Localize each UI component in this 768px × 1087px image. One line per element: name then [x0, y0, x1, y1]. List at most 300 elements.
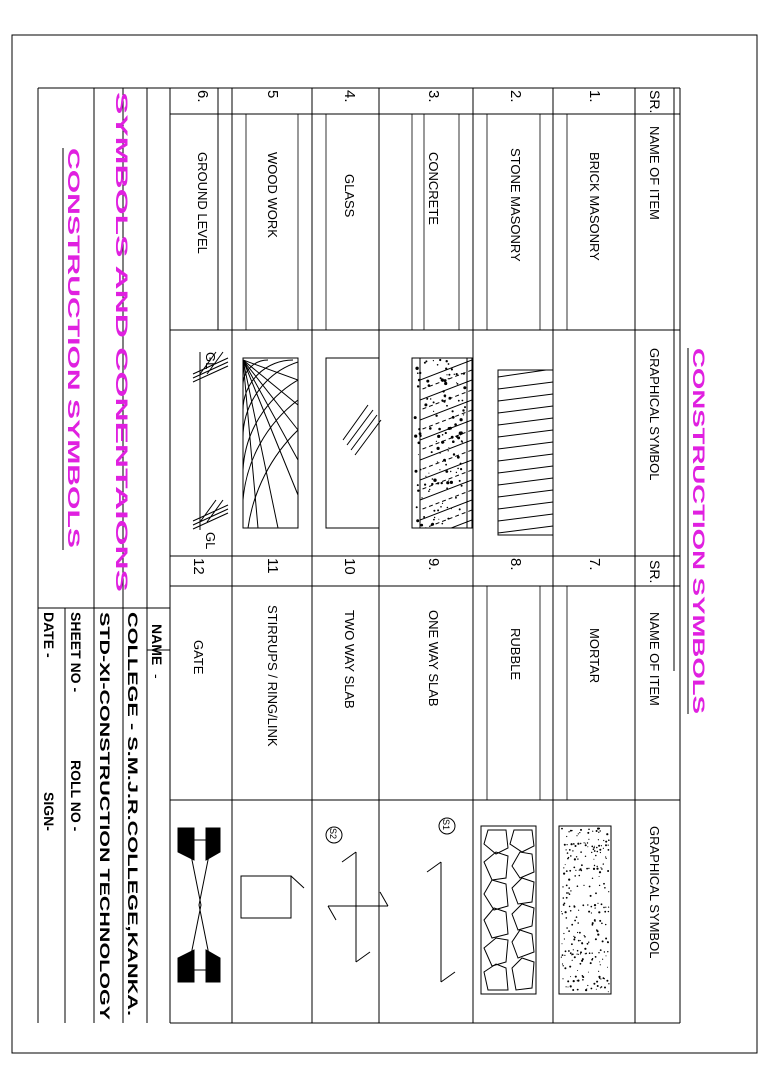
stipple-dot [566, 849, 567, 850]
stipple-dot [588, 829, 590, 831]
stipple-dot [605, 856, 606, 857]
stipple-dot [460, 468, 462, 470]
row-sr: 6. [194, 90, 211, 103]
stipple-dot [463, 386, 466, 389]
stipple-dot [433, 401, 435, 403]
stipple-dot [590, 895, 592, 897]
stipple-dot [424, 403, 427, 406]
stipple-dot [571, 943, 573, 945]
stipple-dot [424, 484, 426, 486]
stipple-dot [448, 480, 449, 481]
stipple-dot [417, 385, 419, 387]
stipple-dot [450, 481, 453, 484]
stipple-dot [577, 858, 578, 859]
stipple-dot [596, 830, 598, 832]
stipple-dot [582, 979, 584, 981]
row-name: STONE MASONRY [508, 148, 523, 262]
stipple-dot [571, 924, 573, 926]
stipple-dot [577, 922, 579, 924]
roll-no: ROLL NO - [68, 760, 84, 832]
row-sr: 7. [586, 558, 603, 571]
stipple-dot [594, 908, 595, 909]
stipple-dot [578, 954, 579, 955]
header-sr-right: SR. [647, 560, 663, 584]
gate-symbol [178, 828, 220, 982]
stipple-dot [584, 936, 586, 938]
stipple-dot [456, 436, 458, 438]
stipple-dot [562, 954, 564, 956]
stipple-dot [415, 367, 418, 370]
stipple-dot [570, 855, 572, 857]
stipple-dot [590, 962, 592, 964]
stipple-dot [604, 887, 606, 889]
stipple-dot [445, 470, 448, 473]
stipple-dot [569, 906, 571, 908]
row-name: WOOD WORK [265, 152, 280, 238]
stipple-dot [417, 372, 419, 374]
stipple-dot [576, 856, 577, 857]
stipple-dot [423, 516, 425, 518]
header-graphical-symbol: GRAPHICAL SYMBOL [647, 348, 662, 481]
stipple-dot [596, 989, 597, 990]
stipple-dot [595, 938, 597, 940]
stipple-dot [570, 985, 572, 987]
row-sr: 10 [341, 558, 358, 575]
stipple-dot [566, 836, 567, 837]
row-name: BRICK MASONRY [587, 152, 602, 261]
name-label: NAME [149, 624, 165, 666]
stipple-dot [420, 436, 421, 437]
stipple-dot [433, 519, 435, 521]
stipple-dot [588, 972, 589, 973]
stipple-dot [455, 497, 457, 499]
stipple-dot [582, 976, 584, 978]
row-sr: 9. [425, 558, 442, 571]
stipple-dot [456, 373, 458, 375]
stipple-dot [461, 485, 463, 487]
stipple-dot [428, 490, 430, 492]
stipple-dot [607, 870, 609, 872]
stipple-dot [567, 858, 569, 860]
stipple-dot [580, 963, 582, 965]
header-sr: SR. [647, 90, 663, 114]
stipple-dot [579, 832, 580, 833]
stipple-dot [575, 845, 577, 847]
stipple-dot [581, 870, 582, 871]
stipple-dot [587, 846, 588, 847]
stipple-dot [571, 843, 573, 845]
stipple-dot [592, 878, 593, 879]
stipple-dot [608, 983, 609, 984]
stipple-dot [574, 956, 576, 958]
stipple-dot [603, 863, 604, 864]
stipple-dot [577, 980, 579, 982]
stipple-dot [605, 907, 606, 908]
stipple-dot [447, 518, 449, 520]
stipple-dot [562, 913, 563, 914]
title-symbols-and-conventions: SYMBOLS AND CONENTAIONS [112, 92, 131, 347]
stipple-dot [581, 864, 583, 866]
stipple-dot [608, 849, 610, 851]
stipple-dot [597, 934, 599, 936]
stipple-dot [563, 873, 565, 875]
stipple-dot [591, 846, 593, 848]
stipple-dot [597, 903, 598, 904]
row-name: GATE [191, 640, 206, 675]
stipple-dot [563, 867, 564, 868]
stipple-dot [416, 519, 419, 522]
stipple-dot [569, 893, 571, 895]
stipple-dot [568, 831, 569, 832]
stipple-dot [597, 828, 599, 830]
stipple-dot [603, 840, 604, 841]
stipple-dot [583, 885, 584, 886]
stipple-dot [597, 866, 598, 867]
stipple-dot [437, 509, 439, 511]
stipple-dot [584, 842, 585, 843]
stipple-dot [599, 849, 601, 851]
row-sr: 2. [507, 90, 524, 103]
stipple-dot [588, 942, 589, 943]
stipple-dot [596, 847, 598, 849]
stipple-dot [586, 868, 588, 870]
stipple-dot [433, 411, 434, 412]
stipple-dot [591, 912, 592, 913]
stipple-dot [592, 922, 594, 924]
row-sr: 12 [190, 558, 207, 575]
stipple-dot [606, 833, 608, 835]
stipple-dot [452, 440, 455, 443]
stipple-dot [448, 447, 449, 448]
stipple-dot [562, 943, 563, 944]
stipple-dot [454, 374, 455, 375]
stipple-dot [596, 981, 598, 983]
stipple-dot [601, 845, 602, 846]
stipple-dot [446, 360, 448, 362]
stipple-dot [456, 472, 457, 473]
rubble-symbol [481, 826, 536, 994]
stipple-dot [460, 431, 463, 434]
stipple-dot [463, 373, 465, 375]
stipple-dot [460, 418, 463, 421]
stipple-dot [578, 940, 580, 942]
stipple-dot [569, 966, 571, 968]
stipple-dot [604, 951, 605, 952]
stipple-dot [420, 469, 422, 471]
stipple-dot [446, 374, 447, 375]
stipple-dot [595, 892, 597, 894]
stipple-dot [574, 920, 576, 922]
stipple-dot [562, 963, 563, 964]
stipple-dot [596, 868, 598, 870]
stipple-dot [420, 524, 423, 527]
stipple-dot [457, 383, 459, 385]
stipple-dot [458, 400, 460, 402]
stipple-dot [418, 428, 420, 430]
stipple-dot [438, 428, 441, 431]
stipple-dot [608, 991, 609, 992]
stipple-dot [585, 953, 587, 955]
stipple-dot [580, 843, 581, 844]
stipple-dot [592, 953, 593, 954]
header-name-of-item: NAME OF ITEM [647, 126, 662, 220]
stipple-dot [608, 845, 609, 846]
stipple-dot [428, 384, 431, 387]
stipple-dot [463, 414, 464, 415]
stipple-dot [580, 851, 582, 853]
stipple-dot [591, 906, 593, 908]
ground-level-symbol [193, 352, 228, 530]
stipple-dot [605, 938, 607, 940]
stipple-dot [591, 959, 593, 961]
stipple-dot [580, 829, 582, 831]
stipple-dot [569, 870, 571, 872]
stipple-dot [580, 940, 581, 941]
stipple-dot [577, 843, 579, 845]
stipple-dot [599, 978, 600, 979]
header-name-of-item-right: NAME OF ITEM [647, 612, 662, 706]
row-name: STIRRUPS / RING/LINK [265, 605, 280, 747]
row-name: MORTAR [587, 628, 602, 684]
stipple-dot [415, 470, 418, 473]
stipple-dot [607, 967, 608, 968]
stipple-dot [426, 398, 428, 400]
row-name: RUBBLE [508, 628, 523, 681]
stipple-dot [429, 427, 432, 430]
stipple-dot [576, 916, 578, 918]
stipple-dot [457, 456, 460, 459]
stipple-dot [567, 852, 569, 854]
stipple-dot [603, 848, 604, 849]
stipple-dot [603, 977, 605, 979]
stipple-dot [608, 911, 609, 912]
stipple-dot [600, 852, 601, 853]
row-sr: 8. [507, 558, 524, 571]
stipple-dot [419, 432, 422, 435]
stipple-dot [594, 919, 596, 921]
stipple-dot [431, 483, 433, 485]
stipple-dot [445, 397, 446, 398]
stipple-dot [599, 920, 601, 922]
stipple-dot [581, 942, 583, 944]
stipple-dot [582, 958, 584, 960]
stipple-dot [574, 906, 576, 908]
stipple-dot [579, 932, 581, 934]
stipple-dot [573, 939, 575, 941]
gl-label-right: GL [203, 532, 218, 550]
stipple-dot [595, 855, 597, 857]
row-sr: 5 [264, 90, 281, 99]
stipple-dot [448, 427, 451, 430]
stipple-dot [462, 409, 464, 411]
stipple-dot [568, 892, 569, 893]
stipple-dot [425, 476, 426, 477]
stipple-dot [573, 867, 575, 869]
stipple-dot [568, 950, 570, 952]
stipple-dot [565, 911, 567, 913]
stipple-dot [606, 955, 607, 956]
stipple-dot [601, 923, 603, 925]
stipple-dot [599, 961, 600, 962]
stipple-dot [575, 976, 577, 978]
college-line: COLLEGE - S.M.J.R.COLLEGE,KANKA. [125, 612, 141, 873]
stipple-dot [577, 932, 578, 933]
stipple-dot [585, 844, 587, 846]
stipple-dot [593, 868, 595, 870]
stipple-dot [437, 364, 439, 366]
row-name: ONE WAY SLAB [426, 610, 441, 707]
stipple-dot [451, 436, 454, 439]
stipple-dot [594, 921, 595, 922]
stipple-dot [432, 478, 434, 480]
stipple-dot [575, 870, 576, 871]
row-name: CONCRETE [426, 152, 441, 225]
stipple-dot [451, 368, 453, 370]
stipple-dot [602, 940, 604, 942]
stipple-dot [446, 405, 448, 407]
stipple-dot [600, 978, 601, 979]
stipple-dot [444, 394, 447, 397]
stipple-dot [567, 844, 568, 845]
stipple-dot [582, 904, 584, 906]
stipple-dot [462, 400, 464, 402]
stipple-dot [607, 951, 608, 952]
stipple-dot [594, 865, 595, 866]
stipple-dot [437, 461, 438, 462]
stipple-dot [585, 856, 586, 857]
stipple-dot [597, 930, 599, 932]
stipple-dot [587, 832, 589, 834]
stipple-dot [441, 399, 443, 401]
stipple-dot [584, 935, 585, 936]
stipple-dot [445, 461, 446, 462]
stipple-dot [442, 503, 443, 504]
stipple-dot [433, 360, 434, 361]
stipple-dot [450, 471, 451, 472]
stipple-dot [592, 924, 594, 926]
stipple-dot [438, 519, 439, 520]
sheet-heading: CONSTRUCTION SYMBOLS [689, 348, 708, 574]
brick-masonry-symbol [498, 370, 553, 535]
row-sr: 1. [586, 90, 603, 103]
stipple-dot [598, 952, 599, 953]
stipple-dot [431, 524, 432, 525]
stipple-dot [603, 907, 605, 909]
two-way-slab-tag: S2 [328, 828, 338, 840]
stipple-dot [461, 440, 463, 442]
stipple-dot [587, 842, 588, 843]
stipple-dot [459, 480, 461, 482]
name-value: - [149, 674, 165, 679]
stipple-dot [417, 484, 419, 486]
stipple-dot [561, 828, 563, 830]
stipple-dot [573, 936, 574, 937]
stipple-dot [433, 479, 436, 482]
glass-symbol [326, 358, 381, 528]
stipple-dot [464, 406, 466, 408]
stipple-dot [459, 508, 461, 510]
stipple-dot [435, 415, 437, 417]
stipple-dot [565, 950, 567, 952]
stipple-dot [604, 987, 606, 989]
stipple-dot [601, 903, 603, 905]
stipple-dot [566, 870, 568, 872]
stipple-dot [591, 852, 592, 853]
stipple-dot [453, 453, 455, 455]
stipple-dot [568, 887, 570, 889]
stipple-dot [598, 971, 599, 972]
stipple-dot [592, 831, 593, 832]
stipple-dot [564, 844, 566, 846]
sign-label: SIGN- [41, 792, 57, 831]
stipple-dot [606, 858, 607, 859]
stipple-dot [605, 924, 606, 925]
stipple-dot [572, 850, 573, 851]
stipple-dot [416, 506, 418, 508]
stipple-dot [579, 875, 581, 877]
stipple-dot [570, 952, 572, 954]
stipple-dot [598, 839, 599, 840]
stipple-dot [418, 454, 419, 455]
stipple-dot [449, 397, 452, 400]
stipple-dot [577, 980, 578, 981]
stipple-dot [428, 473, 429, 474]
stipple-dot [460, 463, 462, 465]
stipple-dot [568, 930, 570, 932]
stipple-dot [439, 469, 440, 470]
stipple-dot [595, 956, 597, 958]
stipple-dot [600, 949, 602, 951]
row-name: GLASS [342, 174, 357, 218]
stipple-dot [587, 943, 589, 945]
stipple-dot [434, 517, 435, 518]
stipple-dot [436, 441, 437, 442]
stipple-dot [426, 380, 429, 383]
date-label: DATE - [41, 612, 57, 658]
stipple-dot [577, 954, 578, 955]
stipple-dot [566, 892, 568, 894]
stipple-dot [594, 846, 595, 847]
stipple-dot [566, 986, 567, 987]
stipple-dot [452, 410, 454, 412]
stipple-dot [441, 441, 443, 443]
stipple-dot [567, 980, 569, 982]
stipple-dot [568, 987, 569, 988]
stipple-dot [593, 847, 595, 849]
stipple-dot [598, 911, 600, 913]
stipple-dot [456, 382, 457, 383]
title-construction-symbols: CONSTRUCTION SYMBOLS [64, 148, 83, 374]
stipple-dot [594, 850, 596, 852]
stipple-dot [414, 435, 417, 438]
stipple-dot [605, 841, 607, 843]
one-way-slab-symbol [427, 818, 455, 982]
stipple-dot [562, 886, 563, 887]
stipple-dot [586, 988, 587, 989]
header-graphical-symbol-right: GRAPHICAL SYMBOL [647, 826, 662, 959]
stipple-dot [446, 487, 448, 489]
row-sr: 4. [341, 90, 358, 103]
stipple-dot [452, 416, 455, 419]
stipple-dot [564, 967, 566, 969]
stipple-dot [587, 904, 588, 905]
stipple-dot [589, 952, 591, 954]
stipple-dot [563, 897, 565, 899]
stipple-dot [448, 450, 449, 451]
stipple-dot [446, 481, 449, 484]
stipple-dot [599, 876, 600, 877]
stipple-dot [437, 447, 440, 450]
